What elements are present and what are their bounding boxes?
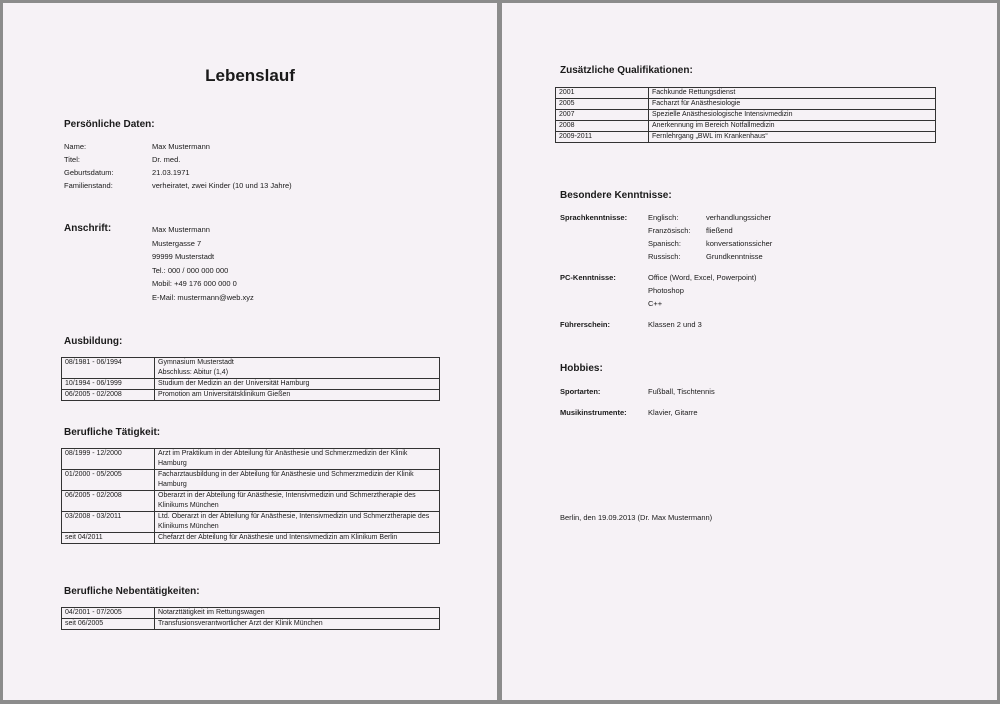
- table-row: [62, 491, 440, 512]
- date-cell: 2008: [556, 121, 649, 132]
- description-cell: Gymnasium Musterstadt Abschluss: Abitur (1,4): [155, 358, 440, 379]
- personal-value: Max Mustermann: [152, 142, 210, 151]
- personal-label: Name:: [64, 142, 87, 151]
- hobbies-heading: Hobbies:: [560, 363, 603, 374]
- education-heading: Ausbildung:: [64, 336, 123, 347]
- description-cell: Notarzttätigkeit im Rettungswagen: [155, 608, 440, 619]
- right-page: [502, 3, 997, 700]
- table-row: [62, 390, 440, 401]
- table-row: [556, 110, 936, 121]
- date-cell: seit 06/2005: [62, 619, 155, 630]
- qualifications-heading: Zusätzliche Qualifikationen:: [560, 65, 693, 76]
- description-cell: Spezielle Anästhesiologische Intensivmedizin: [649, 110, 936, 121]
- table-row: [62, 619, 440, 630]
- date-cell: 2007: [556, 110, 649, 121]
- date-cell: 08/1999 - 12/2000: [62, 449, 155, 470]
- address-line: Mobil: +49 176 000 000 0: [152, 279, 237, 288]
- career-heading: Berufliche Tätigkeit:: [64, 427, 161, 438]
- description-cell: Oberarzt in der Abteilung für Anästhesie, Intensivmedizin und Schmerztherapie des Klinikums München: [155, 491, 440, 512]
- language-level: konversationssicher: [706, 239, 773, 248]
- description-cell: Transfusionsverantwortlicher Arzt der Klinik München: [155, 619, 440, 630]
- music-label: Musikinstrumente:: [560, 408, 627, 417]
- pc-skill: Office (Word, Excel, Powerpoint): [648, 273, 757, 282]
- language-level: verhandlungssicher: [706, 213, 772, 222]
- personal-heading: Persönliche Daten:: [64, 119, 155, 130]
- date-cell: 03/2008 - 03/2011: [62, 512, 155, 533]
- address-heading: Anschrift:: [64, 223, 112, 234]
- description-cell: Ltd. Oberarzt in der Abteilung für Anästhesie, Intensivmedizin und Schmerztherapie des Klinikums München: [155, 512, 440, 533]
- personal-label: Familienstand:: [64, 181, 113, 190]
- address-line: Max Mustermann: [152, 225, 210, 234]
- pc-skill: Photoshop: [648, 286, 684, 295]
- pc-skill: C++: [648, 299, 663, 308]
- date-cell: 08/1981 - 06/1994: [62, 358, 155, 379]
- side-jobs-table: [61, 607, 440, 630]
- left-page: [3, 3, 497, 700]
- date-cell: 04/2001 - 07/2005: [62, 608, 155, 619]
- language-label: Sprachkenntnisse:: [560, 213, 628, 222]
- description-cell: Arzt im Praktikum in der Abteilung für Anästhesie und Schmerzmedizin der Klinik Hamburg: [155, 449, 440, 470]
- description-cell: Fernlehrgang „BWL im Krankenhaus“: [649, 132, 936, 143]
- language-name: Spanisch:: [648, 239, 681, 248]
- language-name: Englisch:: [648, 213, 679, 222]
- date-cell: 2001: [556, 88, 649, 99]
- license-value: Klassen 2 und 3: [648, 320, 702, 329]
- table-row: [556, 121, 936, 132]
- language-name: Französisch:: [648, 226, 691, 235]
- table-row: [556, 99, 936, 110]
- description-cell: Chefarzt der Abteilung für Anästhesie und Intensivmedizin am Klinikum Berlin: [155, 533, 440, 544]
- education-table: [61, 357, 440, 401]
- personal-label: Geburtsdatum:: [64, 168, 114, 177]
- table-row: [62, 533, 440, 544]
- date-cell: 10/1994 - 06/1999: [62, 379, 155, 390]
- document-title: Lebenslauf: [205, 66, 295, 85]
- table-row: [62, 512, 440, 533]
- date-cell: 01/2000 - 05/2005: [62, 470, 155, 491]
- address-line: 99999 Musterstadt: [152, 252, 215, 261]
- date-cell: seit 04/2011: [62, 533, 155, 544]
- personal-value: verheiratet, zwei Kinder (10 und 13 Jahre): [152, 181, 292, 190]
- description-cell: Facharzt für Anästhesiologie: [649, 99, 936, 110]
- table-row: [62, 449, 440, 470]
- table-row: [62, 470, 440, 491]
- sport-value: Fußball, Tischtennis: [648, 387, 715, 396]
- description-cell: Studium der Medizin an der Universität Hamburg: [155, 379, 440, 390]
- signature-line: Berlin, den 19.09.2013 (Dr. Max Mustermann): [560, 513, 713, 522]
- personal-value: 21.03.1971: [152, 168, 190, 177]
- language-name: Russisch:: [648, 252, 681, 261]
- address-line: Tel.: 000 / 000 000 000: [152, 265, 229, 275]
- pc-label: PC-Kenntnisse:: [560, 273, 616, 282]
- table-row: [62, 608, 440, 619]
- address-line: E-Mail: mustermann@web.xyz: [152, 292, 254, 302]
- date-cell: 2005: [556, 99, 649, 110]
- description-cell: Promotion am Universitätsklinikum Gießen: [155, 390, 440, 401]
- description-cell: Anerkennung im Bereich Notfallmedizin: [649, 121, 936, 132]
- date-cell: 2009-2011: [556, 132, 649, 143]
- personal-label: Titel:: [64, 155, 80, 164]
- date-cell: 06/2005 - 02/2008: [62, 390, 155, 401]
- qualifications-table: [555, 87, 936, 143]
- table-row: [62, 379, 440, 390]
- side-jobs-heading: Berufliche Nebentätigkeiten:: [64, 586, 200, 597]
- personal-value: Dr. med.: [152, 155, 181, 164]
- career-table: [61, 448, 440, 544]
- date-cell: 06/2005 - 02/2008: [62, 491, 155, 512]
- description-cell: Fachkunde Rettungsdienst: [649, 88, 936, 99]
- address-line: Mustergasse 7: [152, 238, 202, 248]
- table-row: [62, 358, 440, 379]
- sport-label: Sportarten:: [560, 387, 601, 396]
- language-level: fließend: [706, 226, 733, 235]
- music-value: Klavier, Gitarre: [648, 408, 698, 417]
- description-cell: Facharztausbildung in der Abteilung für Anästhesie und Schmerzmedizin der Klinik Hamburg: [155, 470, 440, 491]
- skills-heading: Besondere Kenntnisse:: [560, 190, 672, 201]
- table-row: [556, 132, 936, 143]
- table-row: [556, 88, 936, 99]
- license-label: Führerschein:: [560, 320, 611, 329]
- language-level: Grundkenntnisse: [706, 252, 763, 261]
